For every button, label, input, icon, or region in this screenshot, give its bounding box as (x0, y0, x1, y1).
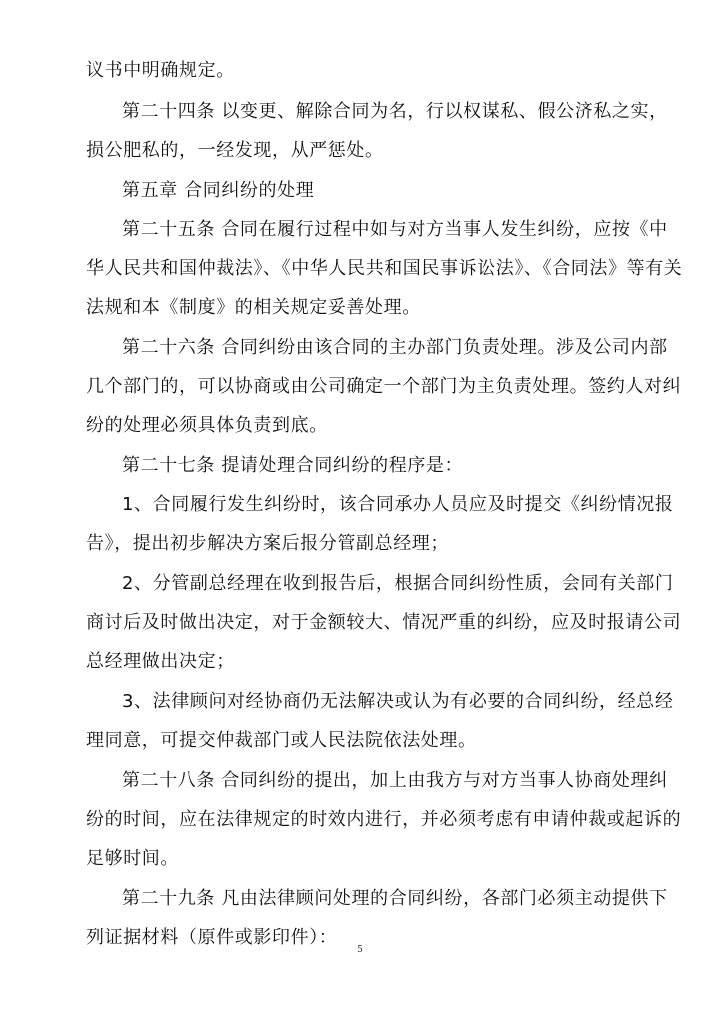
text-line: 纷的时间，应在法律规定的时效内进行，并必须考虑有申请仲裁或起诉的 (86, 809, 682, 830)
list-item-2: 2、分管副总经理在收到报告后，根据合同纠纷性质，会同有关部门 (122, 573, 674, 594)
article-24-line: 第二十四条 以变更、解除合同为名，行以权谋私、假公济私之实， (122, 101, 668, 122)
list-item-1: 1、合同履行发生纠纷时，该合同承办人员应及时提交《纠纷情况报 (122, 494, 674, 515)
article-27-line: 第二十七条 提请处理合同纠纷的程序是： (122, 455, 464, 476)
text-line: 理同意，可提交仲裁部门或人民法院依法处理。 (86, 730, 477, 751)
chapter-heading: 第五章 合同纠纷的处理 (122, 180, 315, 201)
text-line: 告》，提出初步解决方案后报分管副总经理； (86, 533, 449, 554)
article-29-line: 第二十九条 凡由法律顾问处理的合同纠纷，各部门必须主动提供下 (122, 888, 668, 909)
text-line: 华人民共和国仲裁法》、《中华人民共和国民事诉讼法》、《合同法》等有关 (86, 258, 683, 279)
text-line: 议书中明确规定。 (86, 60, 235, 81)
text-line: 总经理做出决定； (86, 651, 235, 672)
article-25-line: 第二十五条 合同在履行过程中如与对方当事人发生纠纷，应按《中 (122, 219, 668, 240)
text-line: 足够时间。 (86, 848, 179, 869)
text-line: 纷的处理必须具体负责到底。 (86, 415, 328, 436)
text-line: 商讨后及时做出决定，对于金额较大、情况严重的纠纷，应及时报请公司 (86, 612, 682, 633)
page-number: 5 (357, 945, 363, 955)
article-28-line: 第二十八条 合同纠纷的提出，加上由我方与对方当事人协商处理纠 (122, 770, 668, 791)
article-26-line: 第二十六条 合同纠纷由该合同的主办部门负责处理。涉及公司内部 (122, 337, 668, 358)
text-line: 损公肥私的，一经发现，从严惩处。 (86, 140, 384, 161)
text-line: 法规和本《制度》的相关规定妥善处理。 (86, 297, 421, 318)
text-line: 几个部门的，可以协商或由公司确定一个部门为主负责处理。签约人对纠 (86, 376, 682, 397)
list-item-3: 3、法律顾问对经协商仍无法解决或认为有必要的合同纠纷，经总经 (122, 691, 674, 712)
text-line: 列证据材料（原件或影印件）： (86, 927, 338, 948)
